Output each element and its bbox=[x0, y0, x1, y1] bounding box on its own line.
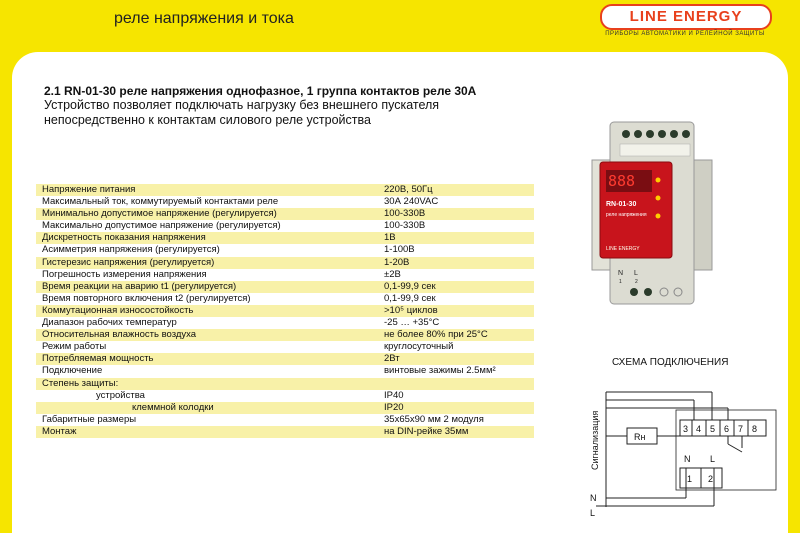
spec-value: 1-100В bbox=[384, 244, 415, 256]
spec-label: Режим работы bbox=[42, 341, 107, 353]
spec-value: 1-20В bbox=[384, 256, 410, 268]
spec-row bbox=[36, 426, 534, 438]
spec-row bbox=[36, 184, 534, 196]
spec-row bbox=[36, 329, 534, 341]
spec-table bbox=[36, 184, 534, 438]
spec-label: Монтаж bbox=[42, 425, 77, 437]
inner-n-label: N bbox=[684, 454, 691, 464]
spec-value: круглосуточный bbox=[384, 341, 454, 353]
spec-label: Минимально допустимое напряжение (регулируется) bbox=[42, 208, 277, 220]
bottom-terminal-1: 1 bbox=[687, 474, 693, 484]
spec-value: -25 … +35°С bbox=[384, 317, 440, 329]
spec-value: на DIN-рейке 35мм bbox=[384, 425, 469, 437]
brand-logo bbox=[600, 4, 770, 38]
line-n-label: N bbox=[590, 493, 597, 503]
spec-label: Максимальный ток, коммутируемый контактами реле bbox=[42, 196, 279, 208]
spec-value: IP40 bbox=[384, 389, 404, 401]
device-model-label: RN-01-30 bbox=[606, 201, 637, 208]
bottom-terminal-2: 2 bbox=[708, 474, 714, 484]
product-description: Устройство позволяет подключать нагрузку без внешнего пускателя непосредственно к контактам силового реле устройства bbox=[44, 98, 440, 127]
spec-row bbox=[36, 305, 534, 317]
load-label: Rн bbox=[634, 432, 646, 442]
spec-value: 30А 240VAC bbox=[384, 196, 439, 208]
spec-label: Подключение bbox=[42, 365, 103, 377]
spec-label: Время реакции на аварию t1 (регулируется) bbox=[42, 280, 237, 292]
device-terminal-2: 2 bbox=[635, 279, 638, 285]
terminal-4: 4 bbox=[696, 424, 702, 434]
spec-value: IP20 bbox=[384, 401, 404, 413]
spec-value: 2Вт bbox=[384, 353, 400, 365]
terminal-6: 6 bbox=[724, 424, 730, 434]
schema-title: СХЕМА ПОДКЛЮЧЕНИЯ bbox=[612, 357, 729, 368]
spec-row bbox=[36, 293, 534, 305]
spec-label: Погрешность измерения напряжения bbox=[42, 268, 207, 280]
device-terminal-l: L bbox=[634, 270, 638, 277]
spec-label: Асимметрия напряжения (регулируется) bbox=[42, 244, 220, 256]
spec-label: Гистерезис напряжения (регулируется) bbox=[42, 256, 215, 268]
spec-label: Потребляемая мощность bbox=[42, 353, 154, 365]
spec-label: устройства bbox=[96, 389, 145, 401]
spec-value: 0,1-99,9 сек bbox=[384, 280, 436, 292]
spec-row bbox=[36, 402, 534, 414]
relay-device-illustration bbox=[590, 120, 718, 308]
terminal-3: 3 bbox=[683, 424, 689, 434]
spec-row bbox=[36, 196, 534, 208]
device-terminal-n: N bbox=[618, 270, 624, 277]
spec-label: Коммутационная износостойкость bbox=[42, 304, 194, 316]
terminal-8: 8 bbox=[752, 424, 758, 434]
spec-value: 220В, 50Гц bbox=[384, 184, 433, 195]
spec-row bbox=[36, 257, 534, 269]
spec-row bbox=[36, 208, 534, 220]
top-banner bbox=[0, 0, 800, 48]
spec-row bbox=[36, 281, 534, 293]
spec-value: 1В bbox=[384, 232, 396, 244]
spec-row bbox=[36, 378, 534, 390]
logo-tagline: ПРИБОРЫ АВТОМАТИКИ И РЕЛЕЙНОЙ ЗАЩИТЫ bbox=[605, 31, 765, 37]
page-header-title: реле напряжения и тока bbox=[114, 10, 294, 27]
device-subtitle-label: реле напряжения bbox=[606, 212, 647, 218]
spec-row bbox=[36, 341, 534, 353]
spec-label: Напряжение питания bbox=[42, 184, 136, 195]
spec-value: не более 80% при 25°С bbox=[384, 329, 488, 341]
spec-label: Габаритные размеры bbox=[42, 413, 137, 425]
spec-row bbox=[36, 365, 534, 377]
spec-label: Степень защиты: bbox=[42, 377, 119, 389]
signal-label: Сигнализация bbox=[590, 410, 600, 470]
svg-text:888: 888 bbox=[608, 172, 636, 190]
spec-value: 100-330В bbox=[384, 208, 426, 220]
terminal-7: 7 bbox=[738, 424, 744, 434]
device-terminal-1: 1 bbox=[619, 279, 622, 285]
spec-label: клеммной колодки bbox=[132, 401, 214, 413]
spec-label: Относительная влажность воздуха bbox=[42, 329, 197, 341]
spec-row bbox=[36, 269, 534, 281]
spec-row bbox=[36, 232, 534, 244]
logo-wordmark: LINE ENERGY bbox=[600, 4, 772, 30]
spec-label: Максимально допустимое напряжение (регулируется) bbox=[42, 220, 281, 232]
spec-label: Диапазон рабочих температур bbox=[42, 317, 177, 329]
inner-l-label: L bbox=[710, 454, 716, 464]
spec-row bbox=[36, 317, 534, 329]
product-title: 2.1 RN-01-30 реле напряжения однофазное, 1 группа контактов реле 30А bbox=[44, 84, 477, 98]
spec-value: ±2В bbox=[384, 268, 401, 280]
spec-row bbox=[36, 220, 534, 232]
line-l-label: L bbox=[590, 508, 596, 518]
spec-row bbox=[36, 390, 534, 402]
spec-row bbox=[36, 353, 534, 365]
spec-row bbox=[36, 414, 534, 426]
wiring-diagram bbox=[582, 372, 782, 522]
spec-label: Дискретность показания напряжения bbox=[42, 232, 206, 244]
spec-value: 35х65х90 мм 2 модуля bbox=[384, 413, 484, 425]
terminal-5: 5 bbox=[710, 424, 716, 434]
spec-value: 100-330В bbox=[384, 220, 426, 232]
device-brand-label: LINE ENERGY bbox=[606, 246, 640, 252]
spec-label: Время повторного включения t2 (регулируется) bbox=[42, 292, 251, 304]
spec-value: >10⁵ циклов bbox=[384, 304, 438, 316]
spec-row bbox=[36, 244, 534, 256]
spec-value: 0,1-99,9 сек bbox=[384, 292, 436, 304]
spec-value: винтовые зажимы 2.5мм² bbox=[384, 365, 496, 377]
